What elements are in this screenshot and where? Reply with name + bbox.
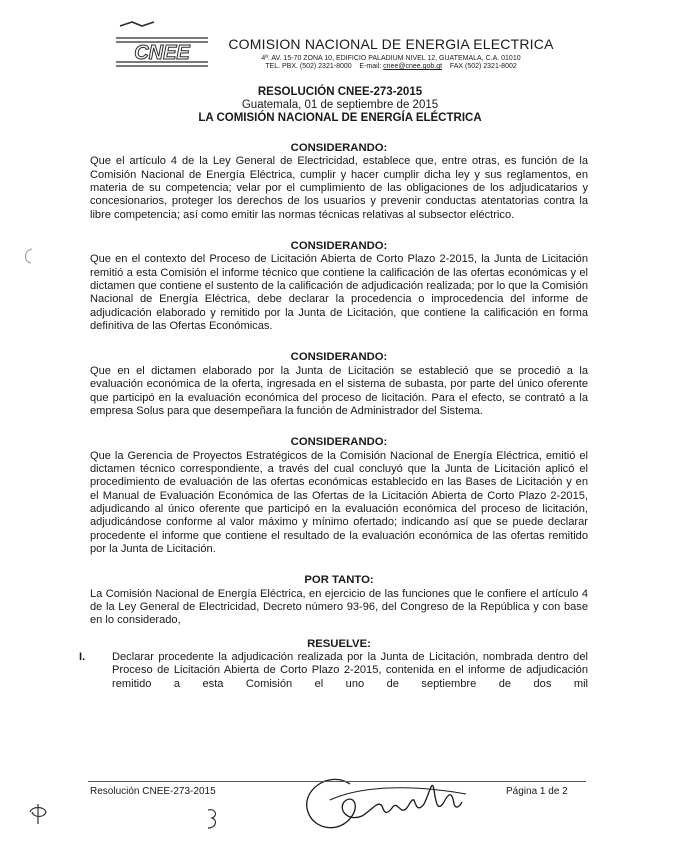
considerando-heading: CONSIDERANDO: — [290, 351, 388, 364]
org-phone: TEL. PBX. (502) 2321-8000 — [265, 63, 352, 70]
por-tanto-heading: POR TANTO: — [304, 574, 374, 587]
svg-text:CNEE: CNEE — [134, 42, 190, 64]
resolution-date: Guatemala, 01 de septiembre de 2015 — [241, 99, 439, 111]
resolution-number: RESOLUCIÓN CNEE-273-2015 — [257, 86, 423, 98]
org-email: cnee@cnee.gob.gt — [383, 63, 443, 70]
org-address: 4ª. AV. 15-70 ZONA 10, EDIFICIO PALADIUM NIVEL 12, GUATEMALA, C.A. 01010 — [261, 55, 521, 62]
considerando-text: Que en el dictamen elaborado por la Junta de Licitación se estableció que se procedió a la evaluación económica de la oferta, ingresada en el sistema de subasta, por parte del único oferente que participó en la evaluación económica del proceso de licitación. Para el efecto, se contrató a la empresa Solus para que desempeñara la función de Administrador del Sistema. — [90, 364, 588, 417]
org-contact — [226, 63, 556, 70]
considerando-heading: CONSIDERANDO: — [290, 240, 388, 253]
considerando-heading: CONSIDERANDO: — [290, 436, 388, 449]
footer-divider — [88, 781, 586, 782]
signature — [290, 750, 480, 860]
considerando-text: Que en el contexto del Proceso de Licitación Abierta de Corto Plazo 2-2015, la Junta de Licitación remitió a esta Comisión el informe técnico que contiene la calificación de las ofertas económicas y el dictamen que contiene el sustento de la calificación de adjudicación realizada; por lo que la Comisión Nacional de Energía Eléctrica, debe declarar la procedencia o improcedencia del informe de adjudicación elaborado y remitido por la Junta de Licitación, que contiene la calificación en forma definitiva de las Ofertas Económicas. — [90, 253, 588, 333]
email-label: E-mail: — [359, 63, 382, 70]
letterhead — [226, 36, 556, 70]
org-fax: FAX (502) 2321-8002 — [449, 63, 517, 70]
margin-initial-mark — [204, 806, 222, 832]
considerando-text: Que la Gerencia de Proyectos Estratégicos de la Comisión Nacional de Energía Eléctrica, emitió el dictamen técnico correspondiente, a través del cual concluyó que la Junta de Licitación aplicó el procedimiento de evaluación de las ofertas económicas establecido en las Bases de Licitación y en el Manual de Evaluación Económica de las Ofertas de la Licitación Abierta de Corto Plazo 2-2015, adjudicando al único oferente que participó en la evaluación económica del proceso de licitación, adjudicándose conforme al valor máximo y mínimo ofertado; indicando así que se puede declarar procedente el informe que contiene el resultado de la evaluación económica de las ofertas remitido por la Junta de Licitación. — [90, 449, 588, 555]
resolution-title-block — [90, 86, 590, 125]
commission-name: LA COMISIÓN NACIONAL DE ENERGÍA ELÉCTRICA — [198, 112, 482, 124]
considerando-heading: CONSIDERANDO: — [290, 142, 388, 154]
footer-page-number: Página 1 de 2 — [506, 786, 568, 797]
org-name: COMISION NACIONAL DE ENERGIA ELECTRICA — [228, 36, 554, 52]
margin-initial-mark — [26, 800, 50, 826]
resuelve-item-number: I. — [79, 651, 86, 663]
resuelve-item — [79, 651, 588, 691]
resuelve-item-text: Declarar procedente la adjudicación realizada por la Junta de Licitación, nombrada dentro del Proceso de Licitación Abierta de Corto Plazo 2-2015, contenida en el informe de adjudicación remitido a esta Comisión el uno de septiembre de dos mil — [112, 651, 588, 690]
por-tanto-text: La Comisión Nacional de Energía Eléctrica, en ejercicio de las funciones que le confiere el artículo 4 de la Ley General de Electricidad, Decreto número 93-96, del Congreso de la República y con base en lo considerado, — [90, 587, 588, 627]
cnee-logo — [112, 18, 212, 70]
considerando-text: Que el artículo 4 de la Ley General de Electricidad, establece que, entre otras, es función de la Comisión Nacional de Energía Eléctrica, cumplir y hacer cumplir dicha ley y sus reglamentos, en materia de su competencia; velar por el cumplimiento de las obligaciones de los adjudicatarios y concesionarios, proteger los derechos de los usuarios y prevenir conductas atentatorias contra la libre competencia; así como emitir las normas técnicas relativas al subsector eléctrico. — [90, 155, 588, 221]
resolution-body — [79, 142, 588, 691]
resuelve-heading: RESUELVE: — [307, 637, 371, 650]
margin-mark — [20, 246, 34, 266]
footer-resolution-ref: Resolución CNEE-273-2015 — [90, 786, 216, 797]
